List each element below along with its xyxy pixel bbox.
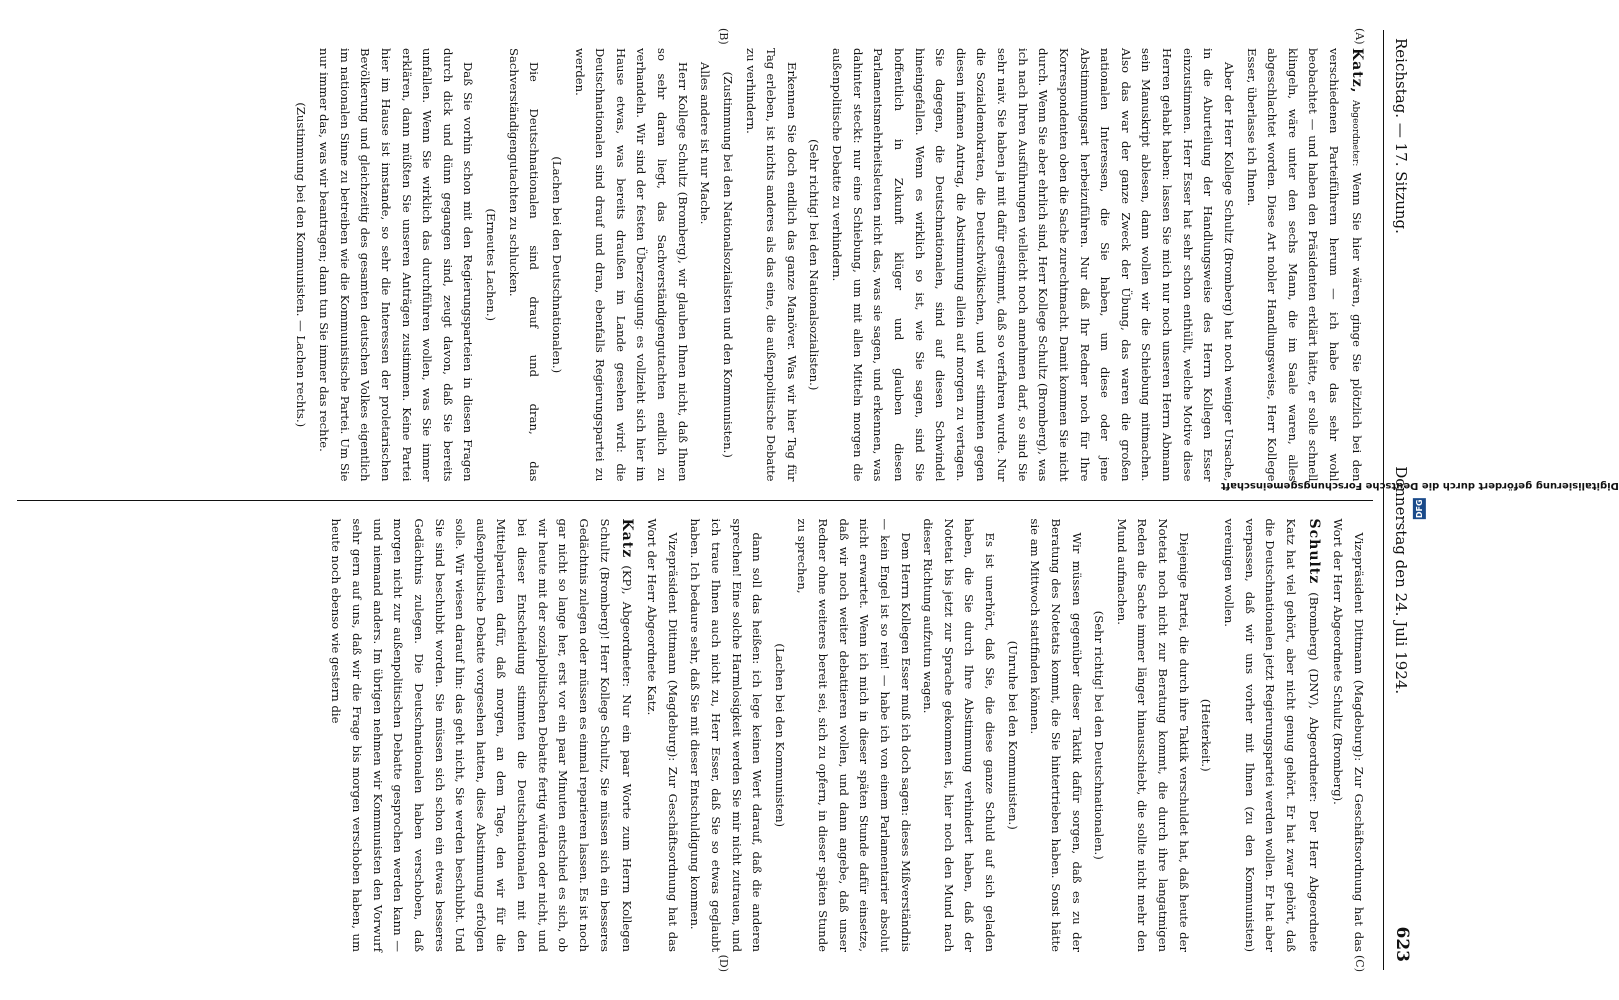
header-date: Donnerstag den 24. Juli 1924. — [1392, 466, 1410, 695]
paragraph — [1218, 519, 1325, 953]
paragraph — [503, 48, 544, 482]
speaker-name: Schultz — [1305, 518, 1322, 585]
interjection: (Zustimmung bei den Kommunisten. — Lachen rechts.) — [294, 102, 309, 428]
paragraph — [1111, 519, 1194, 953]
header-left: Reichstag. — 17. Sitzung. — [1392, 38, 1410, 234]
dfg-funding-note: Digitalisierung gefördert durch die Deutsche Forschungsgemeinschaft — [1221, 480, 1619, 492]
margin-marker-d: (D) — [717, 954, 730, 972]
paragraph — [326, 519, 640, 953]
paragraph — [641, 519, 682, 953]
interjection: (Lachen bei den Kommunisten) — [772, 643, 787, 828]
paragraph — [313, 48, 478, 482]
interjection: (Sehr richtig! bei den Nationalsozialisten.) — [807, 139, 822, 391]
paragraph-text: (KP), Abgeordneter: Nur ein paar Worte zum Herrn Kollegen Schultz (Bromberg)! Herr Kollege Schultz, Sie müssen sich ein besseres Gedächtnis zulegen oder müssen es einmal reparieren lassen. Es ist noch gar nicht so lange her, erst vor ein paar Minuten entschied es sich, ob wir heute mit der sozialpolitischen Debatte fertig würden oder nicht, und bei dieser Entscheidung stimmten die Deutschnationalen mit den Mittelparteien dafür, daß morgen, an dem Tage, den wir für die außenpolitische Debatte vorgesehen hatten, diese Abstimmung erfolgen solle. Wir wiesen darauf hin: das geht nicht, Sie werden beschubbt. Und Sie sind beschubbt worden. Sie müssen sich schon ein etwas besseres Gedächtnis zulegen. Die Deutschnationalen haben verschoben, daß morgen nicht zur außenpolitischen Debatte gesprochen werden kann — und niemand anders. Im übrigen nehmen wir Kommunisten den Vorwurf sehr gern auf uns, daß wir die Frage bis morgen verschoben haben, um heute noch ebenso wie gestern die — [329, 518, 635, 953]
paragraph — [826, 48, 1239, 482]
paragraph-text: dann soll das heißen: ich lege keinen Wert darauf, daß die anderen sprechen! Eine solche Harmlosigkeit werden Sie mir nicht zutrauen, und ich traue Ihnen auch nicht zu, Herr Esser, daß Sie so etwas geglaubt haben. Ich bedaure sehr, daß Sie mit dieser Entschuldigung kommen. — [688, 518, 765, 952]
paragraph-text: Es ist unerhört, daß Sie, die diese ganze Schuld auf sich geladen haben, die Sie durch Ihre Abstimmung verhindert haben, daß der Notetat bis jetzt zur Sprache gekommen ist, hier noch den Mund nach dieser Richtung aufzutun wagen. — [921, 518, 998, 952]
paragraph-text: Alles andere ist nur Mache. — [698, 62, 713, 225]
left-column — [17, 30, 1373, 501]
interjection: (Heiterkeit.) — [1199, 698, 1214, 772]
speaker-name: Katz — [619, 518, 636, 559]
paragraph-text: Vizepräsident Dittmann (Magdeburg): Zur Geschäftsordnung hat das Wort der Herr Abgeordnete Schultz (Bromberg). — [1331, 518, 1366, 952]
dfg-badge: DFG — [1415, 499, 1424, 519]
interjection: (Unruhe bei den Kommunisten.) — [1005, 640, 1020, 830]
paragraph-text: Daß Sie vorhin schon mit den Regierungsparteien in diesen Fragen durch dick und dünn gegangen sind, zeugt davon, daß Sie bereits umfallen. Wenn Sie wirklich das durchführen wollen, was Sie immer erklären, dann müßten Sie unseren Anträgen zustimmen. Keine Partei hier im Hause ist imstande, so sehr die Interessen der proletarischen Bevölkerung und gleichzeitig des gesamten deutschen Volkes eigentlich im nationalen Sinne zu betreiben wie die Kommunistische Partei. Um Sie nur immer das, was wir beantragen; dann tun Sie immer das rechte. — [317, 48, 476, 482]
right-column — [17, 501, 1373, 971]
text-columns — [17, 30, 1373, 970]
paragraph-text: Die Deutschnationalen sind drauf und dran, das Sachverständigengutachten zu schlucken. — [506, 48, 542, 482]
paragraph-text: Wenn Sie hier wären, ginge Sie plötzlich bei den verschiedenen Parteiführern herum — ich habe das sehr wohl beobachtet — und haben den Präsidenten erklärt hätte, er solle schnell klingeln, wäre unter den sechs Mann, die im Saale waren, alles abgeschlachtet worden. Diese Art nobler Handlungsweise, Herr Kollege Esser, überlasse ich Ihnen. — [1244, 48, 1364, 482]
paragraph — [918, 519, 1001, 953]
paragraph-text: Dem Herrn Kollegen Esser muß ich doch sagen: dieses Mißverständnis — kein Engel ist so rein! — habe ich von einem Parlamentarier absolut nicht erwartet. Wenn ich mich in dieser späten Stunde dafür einsetze, daß wir noch weiter debattieren wollen, und dann angebe, daß unser Redner ohne weiteres bereit sei, sich zu opfern, in dieser späten Stunde zu sprechen, — [795, 518, 913, 952]
paragraph — [792, 519, 916, 953]
paragraph-text: Erkennen Sie doch endlich das ganze Manöver. Was wir hier Tag für Tag erleben, ist nichts anderes als das eine, die außenpolitische Debatte zu verhindern. — [743, 48, 799, 482]
speaker-name: Katz, — [1349, 48, 1365, 94]
paragraph-text: Aber der Herr Kollege Schultz (Bromberg) hat noch weniger Ursache, in die Aburteilung der Handlungsweise des Herrn Kollegen Esser einzustimmen. Herr Esser hat sehr schon enthüllt, welche Motive diese Herren gehabt haben: lassen Sie mich nur noch unseren Herrn Abmann sein Manuskript ablesen, dann wollen wir die Schiebung mitmachen. Also das war der ganze Zweck der Übung, das waren die großen nationalen Interessen, die Sie haben, um diese oder jene Abstimmungsart herbeizuführen. Nur daß Ihr Redner noch für Ihre Korrespondenten oben die Sache zurechtmacht. Damit kommen Sie nicht durch. Wenn Sie aber ehrlich sind, Herr Kollege Schultz (Bromberg), was ich nach Ihren Ausführungen vielleicht noch annehmen darf, so sind Sie sehr naiv. Sie haben ja mit dafür gestimmt, daß so verfahren wurde. Nur die Sozialdemokraten, die Deutschvölkischen, und wir stimmten gegen diesen infamen Antrag, die Abstimmung allein auf morgen zu vertagen. Sie dagegen, die Deutschnationalen, sind auf diesen Schwindel hineingefallen. Wenn es wirklich so ist, wie Sie sagen, sind Sie hoffentlich in Zukunft klüger und glauben diesen Parlamentsmehrheitsleuten nicht das, was sie sagen, und erkennen, was dahinter steckt: nur eine Schiebung, um mit allen Mitteln morgen die außenpolitische Debatte zu verhindern. — [830, 48, 1236, 482]
document-page — [7, 30, 1427, 970]
paragraph — [740, 48, 802, 482]
interjection: (Erneutes Lachen.) — [484, 208, 499, 322]
paragraph — [1241, 48, 1369, 482]
paragraph-text: Vizepräsident Dittmann (Magdeburg): Zur Geschäftsordnung hat das Wort der Herr Abgeordnete Katz. — [645, 518, 680, 952]
paragraph — [695, 48, 716, 482]
paragraph-text: (Bromberg) (DNV), Abgeordneter: Der Herr Abgeordnete Katz hat viel gehört, aber nicht genug gehört. Er hat zwar gehört, daß die Deutschnationalen jetzt Regierungspartei werden wollen. Er hat aber verpassen, daß wir uns vorher mit Ihnen (zu den Kommunisten) vereinigen wollen. — [1221, 518, 1321, 952]
paragraph — [569, 48, 693, 482]
speaker-role: Abgeordneter: — [1350, 100, 1360, 167]
interjection: (Sehr richtig! bei den Deutschnationalen.) — [1092, 610, 1107, 860]
paragraph-text: Herr Kollege Schultz (Bromberg), wir glauben Ihnen nicht, daß Ihnen so sehr daran liegt, das Sachverständigengutachten endlich zu verhandeln. Wir sind der festen Überzeugung: es vollzieht sich hier im Hause etwas, was bereits draußen im Lande gesehen wird: die Deutschnationalen sind drauf und dran, ebenfalls Regierungspartei zu werden. — [572, 48, 690, 482]
paragraph-text: Diejenige Partei, die durch ihre Taktik verschuldet hat, daß heute der Notetat noch nicht zur Beratung kommt, die durch ihre langatmigen Reden die Sache immer länger hinausschiebt, die sollte nicht mehr den Mund aufmachen. — [1114, 518, 1191, 952]
paragraph — [685, 519, 768, 953]
margin-marker-c: (C) — [1353, 955, 1366, 972]
page-number: 623 — [1392, 926, 1412, 962]
paragraph — [1328, 519, 1369, 953]
interjection: (Lachen bei den Deutschnationalen.) — [549, 156, 564, 374]
margin-marker-b: (B) — [717, 28, 730, 45]
paragraph — [1025, 519, 1087, 953]
margin-marker-a: (A) — [1353, 28, 1366, 45]
interjection: (Zustimmung bei den Nationalsozialisten und den Kommunisten.) — [720, 71, 735, 458]
paragraph-text: Wir müssen gegenüber dieser Taktik dafür sorgen, daß es zu der Beratung des Notetats kommt, die Sie hintertrieben haben. Sonst hätte sie am Mittwoch stattfinden können. — [1028, 518, 1084, 952]
